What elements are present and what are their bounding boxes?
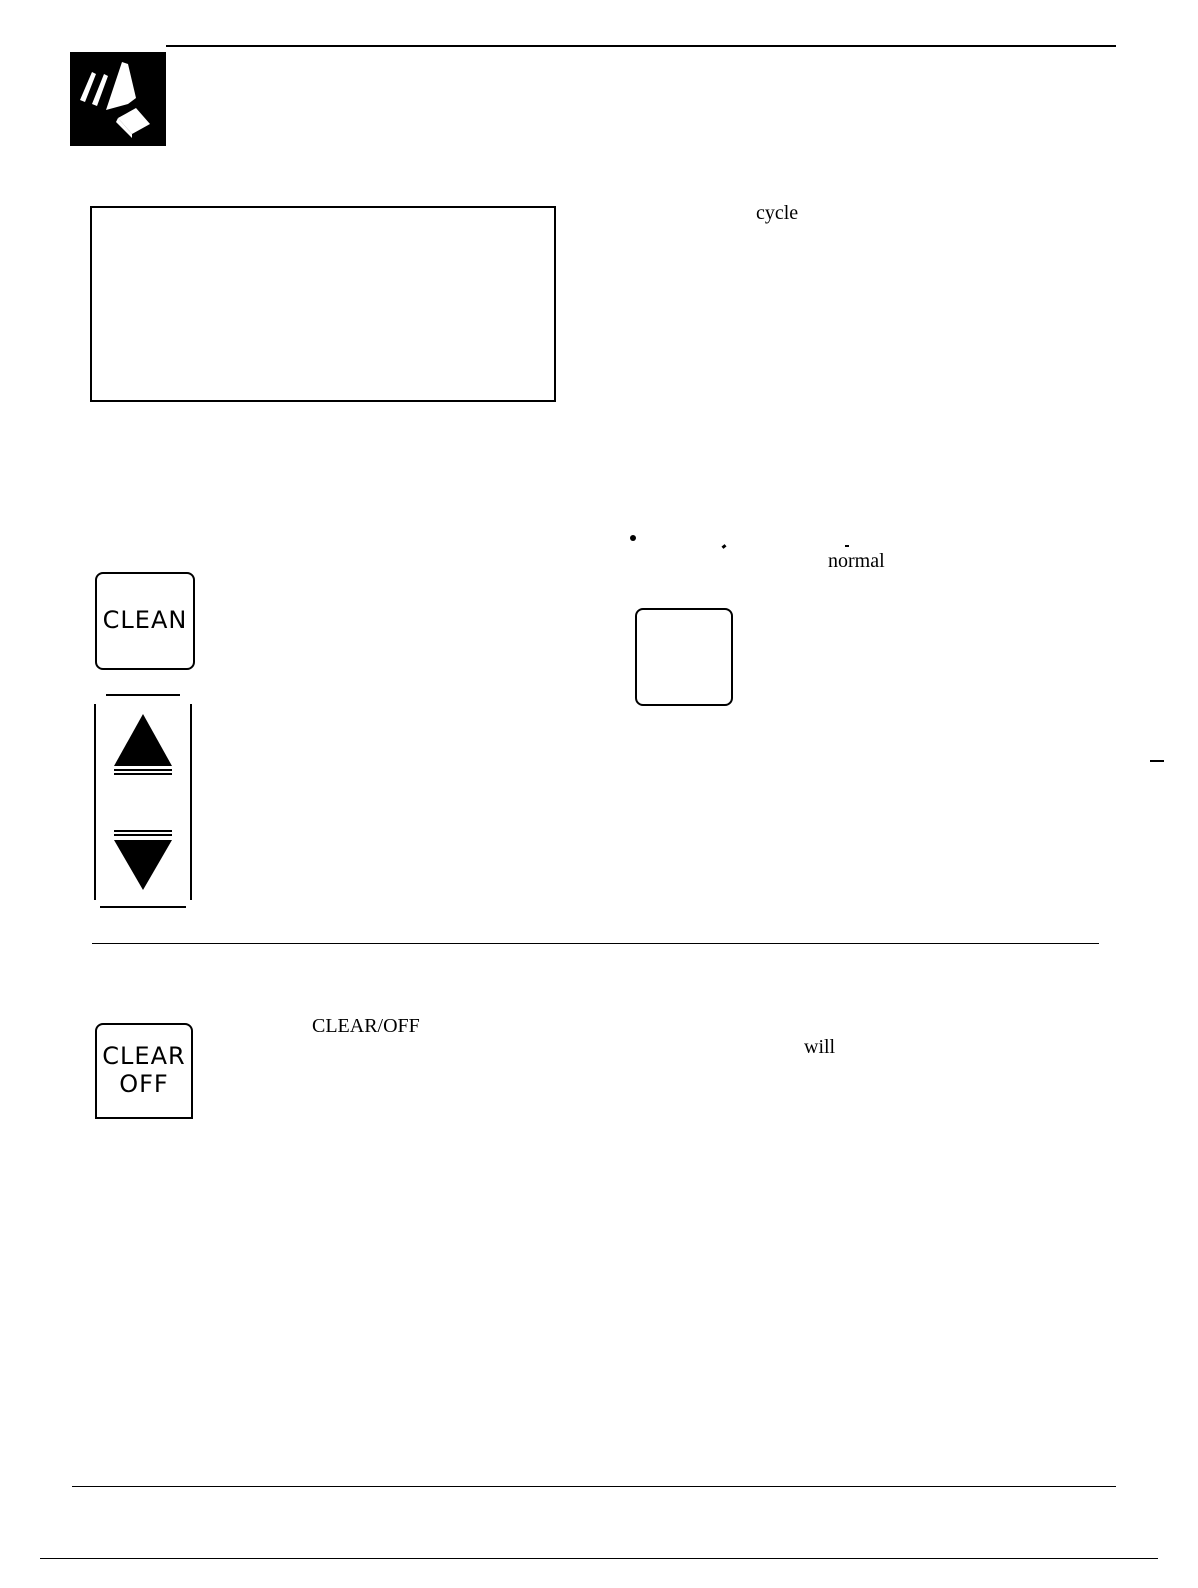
- up-arrow-button[interactable]: [110, 708, 176, 778]
- down-arrow-icon: [110, 828, 176, 898]
- finger-pressing-key-icon: [70, 52, 166, 146]
- clean-button[interactable]: [95, 572, 195, 670]
- notice-box: [90, 206, 556, 402]
- bullet-dot: [630, 535, 636, 541]
- text-cycle: cycle: [756, 202, 799, 224]
- text-clear-off: CLEAR/OFF: [312, 1015, 420, 1037]
- section-divider: [92, 943, 1099, 944]
- text-will: will: [804, 1036, 836, 1058]
- arrow-keypad: [94, 694, 192, 908]
- footer-rule: [72, 1486, 1116, 1487]
- tick-mark: [722, 544, 727, 549]
- bottom-rule: [40, 1558, 1158, 1559]
- down-arrow-button[interactable]: [110, 828, 176, 898]
- header-rule: [166, 45, 1116, 47]
- clear-off-label-line2: OFF: [119, 1070, 169, 1098]
- clean-button-label: CLEAN: [102, 606, 188, 635]
- dash-mark: [1150, 760, 1164, 762]
- clear-off-label-line1: CLEAR: [102, 1042, 186, 1071]
- tick-mark: [845, 545, 849, 547]
- clear-off-button[interactable]: [95, 1023, 193, 1119]
- up-arrow-icon: [110, 708, 176, 778]
- text-normal: normal: [828, 550, 885, 572]
- blank-key-button[interactable]: [635, 608, 733, 706]
